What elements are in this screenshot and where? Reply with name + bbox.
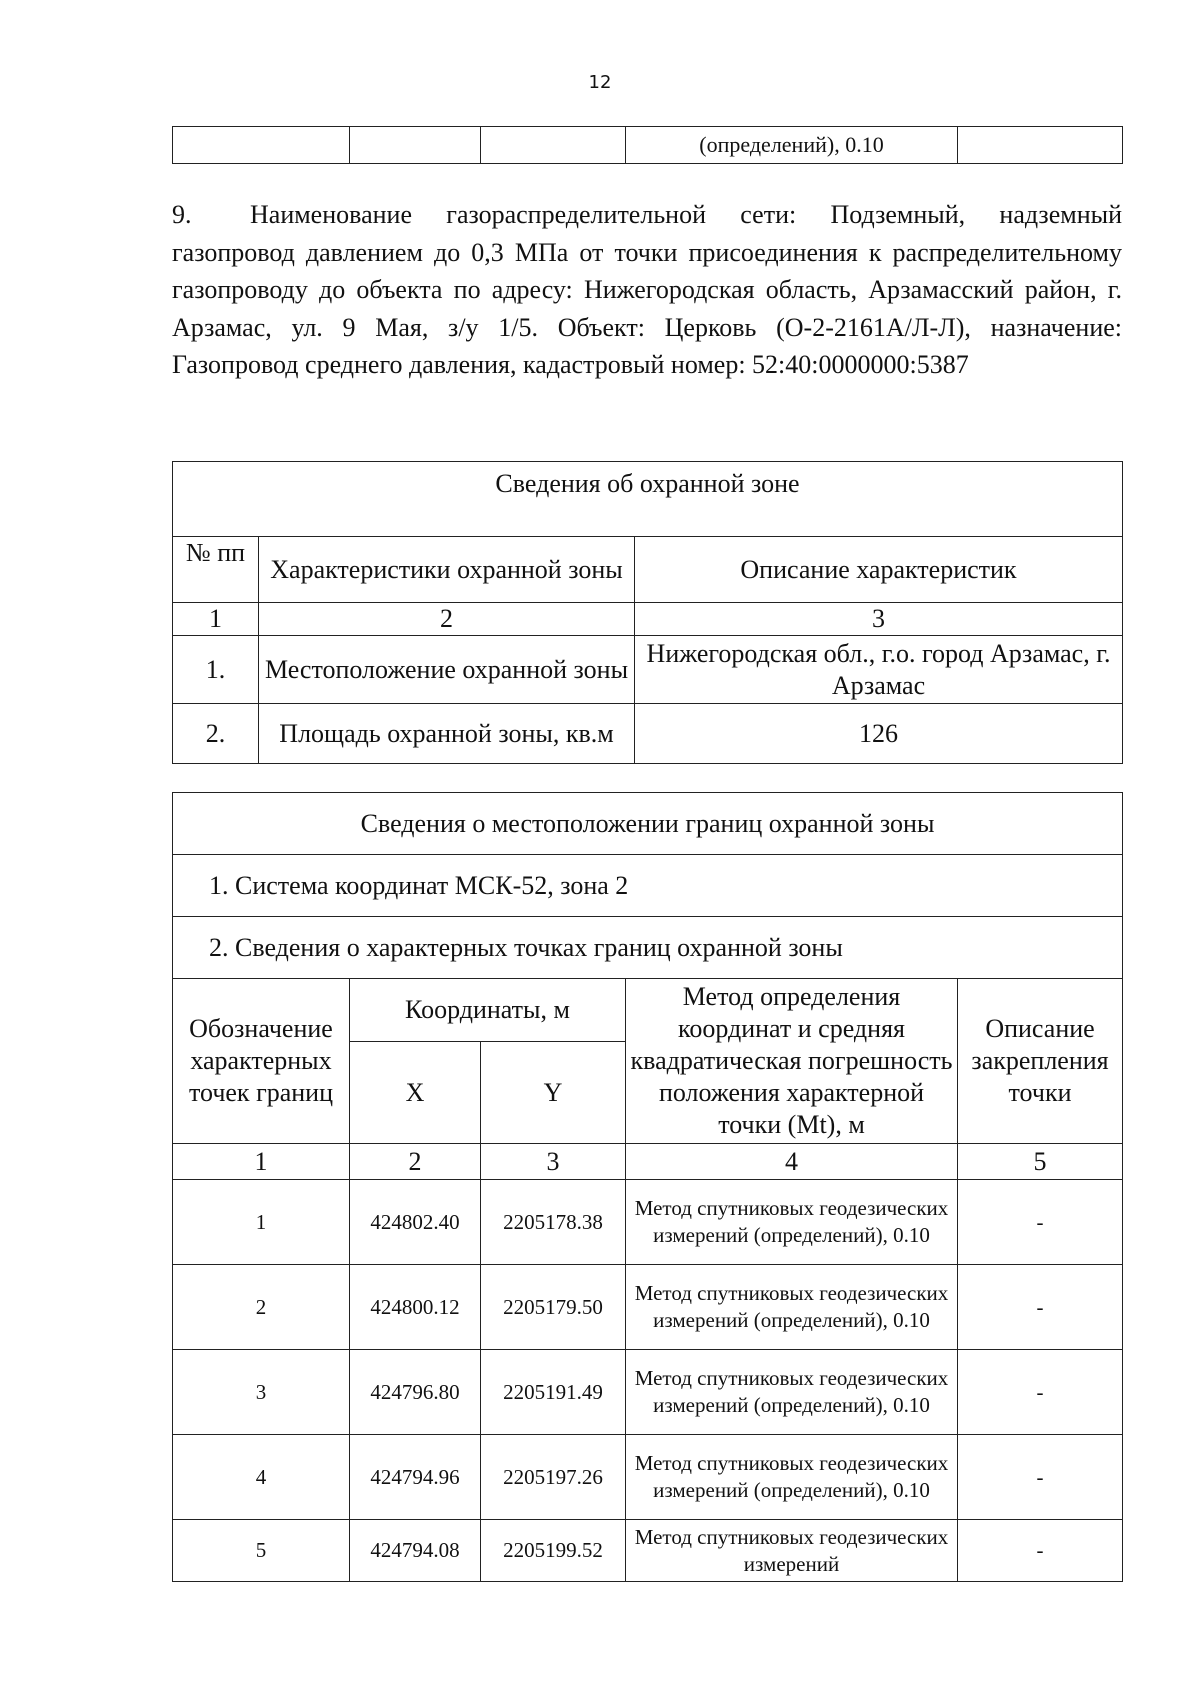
table-cell: - [958, 1520, 1123, 1582]
table-title-row [173, 793, 1123, 855]
column-header: Характеристики охранной зоны [259, 537, 635, 603]
table-cell: 2205191.49 [481, 1350, 626, 1435]
gas-network-paragraph [172, 196, 1122, 384]
table-row [173, 1265, 1123, 1350]
table-row [173, 855, 1123, 917]
table-row [173, 636, 1123, 704]
table-title: Сведения о местоположении границ охранной зоны [173, 793, 1123, 855]
column-header: Обозначение характерных точек границ [173, 979, 350, 1144]
points-caption: 2. Сведения о характерных точках границ охранной зоны [173, 917, 1123, 979]
table-cell: (определений), 0.10 [626, 127, 958, 164]
table-cell: 2205179.50 [481, 1265, 626, 1350]
table-cell: Метод спутниковых геодезических измерений (определений), 0.10 [626, 1180, 958, 1265]
table-cell: Метод спутниковых геодезических измерений (определений), 0.10 [626, 1435, 958, 1520]
column-header: Y [481, 1042, 626, 1144]
table-cell [958, 127, 1123, 164]
table-cell: 424796.80 [350, 1350, 481, 1435]
table-cell: 4 [626, 1144, 958, 1180]
column-header: № пп [173, 537, 259, 603]
table-cell: 3 [481, 1144, 626, 1180]
column-header: Координаты, м [350, 979, 626, 1042]
table-cell: Местоположение охранной зоны [259, 636, 635, 704]
table-title: Сведения об охранной зоне [173, 462, 1123, 537]
continuation-table [172, 126, 1123, 164]
paragraph-text: Наименование газораспределительной сети: Подземный, надземный газопровод давлением до 0,3 МПа от точки присоединения к распределительному газопроводу до объекта по адресу: Нижегородская область, Арзамасский район, г. Арзамас, ул. 9 Мая, з/у 1/5. Объект: Церковь (О-2-2161А/Л-Л), назначение: Газопровод среднего давления, кадастровый номер: 52:40:0000000:5387 [172, 200, 1122, 379]
table-cell: 424800.12 [350, 1265, 481, 1350]
page-number: 12 [588, 72, 612, 93]
column-header: Описание закрепления точки [958, 979, 1123, 1144]
column-header: Метод определения координат и средняя квадратическая погрешность положения характерной точки (Mt), м [626, 979, 958, 1144]
table-cell: Площадь охранной зоны, кв.м [259, 704, 635, 764]
coordinate-system: 1. Система координат МСК-52, зона 2 [173, 855, 1123, 917]
table-cell: Метод спутниковых геодезических измерений (определений), 0.10 [626, 1350, 958, 1435]
table-cell: 1 [173, 1180, 350, 1265]
table-cell: - [958, 1180, 1123, 1265]
table-row [173, 1180, 1123, 1265]
table-cell: 126 [635, 704, 1123, 764]
table-header-row [173, 979, 1123, 1042]
table-row [173, 1350, 1123, 1435]
table-cell: 4 [173, 1435, 350, 1520]
index-row [173, 1144, 1123, 1180]
boundary-location-table [172, 792, 1123, 1582]
table-cell: 2 [350, 1144, 481, 1180]
table-cell: 2. [173, 704, 259, 764]
table-cell: - [958, 1265, 1123, 1350]
table-row [173, 127, 1123, 164]
table-cell: 424794.96 [350, 1435, 481, 1520]
table-cell: 1 [173, 1144, 350, 1180]
table-cell [173, 127, 350, 164]
table-cell: 424802.40 [350, 1180, 481, 1265]
table-row [173, 1435, 1123, 1520]
protection-zone-table [172, 461, 1123, 764]
table-cell: 2 [173, 1265, 350, 1350]
table-row [173, 704, 1123, 764]
table-row [173, 1520, 1123, 1582]
table-cell: Метод спутниковых геодезических измерений [626, 1520, 958, 1582]
table-cell: 5 [958, 1144, 1123, 1180]
table-cell [350, 127, 481, 164]
table-cell: 1 [173, 603, 259, 636]
table-cell: 2205199.52 [481, 1520, 626, 1582]
paragraph-number: 9. [172, 200, 192, 229]
table-cell: 3 [635, 603, 1123, 636]
table-cell: - [958, 1350, 1123, 1435]
index-row [173, 603, 1123, 636]
table-cell: 2205197.26 [481, 1435, 626, 1520]
table-cell: 424794.08 [350, 1520, 481, 1582]
table-row [173, 917, 1123, 979]
table-cell: Метод спутниковых геодезических измерений (определений), 0.10 [626, 1265, 958, 1350]
table-title-row [173, 462, 1123, 537]
column-header: X [350, 1042, 481, 1144]
table-header-row [173, 537, 1123, 603]
table-cell: Нижегородская обл., г.о. город Арзамас, г. Арзамас [635, 636, 1123, 704]
table-cell: - [958, 1435, 1123, 1520]
table-cell: 2205178.38 [481, 1180, 626, 1265]
column-header: Описание характеристик [635, 537, 1123, 603]
table-cell: 3 [173, 1350, 350, 1435]
table-cell: 2 [259, 603, 635, 636]
table-cell: 1. [173, 636, 259, 704]
table-cell: 5 [173, 1520, 350, 1582]
table-cell [481, 127, 626, 164]
